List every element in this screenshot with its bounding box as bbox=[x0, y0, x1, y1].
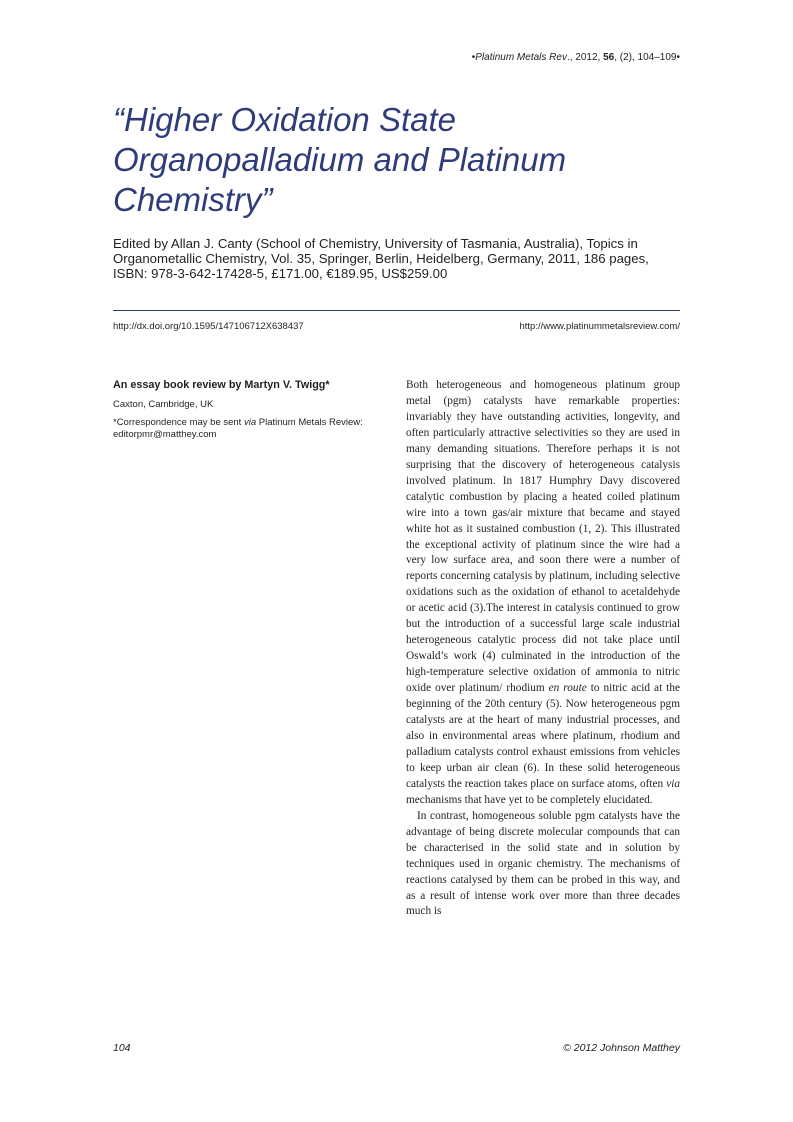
citation-volume: 56 bbox=[603, 52, 615, 63]
journal-citation bbox=[472, 52, 680, 63]
header-divider bbox=[113, 310, 680, 311]
book-details: Edited by Allan J. Canty (School of Chemistry, University of Tasmania, Australia), Topics in Organometallic Chemistry, Vol. 35, Springer, Berlin, Heidelberg, Germany, 2011, 186 pages, ISBN: 978-3-642-17428-5, £171.00, €189.95, US$259.00 bbox=[113, 236, 649, 281]
italic-term: en route bbox=[548, 682, 587, 695]
article-body bbox=[406, 378, 680, 920]
review-author-label: An essay book review by Martyn V. Twigg* bbox=[113, 379, 330, 391]
page-number: 104 bbox=[113, 1042, 131, 1054]
correspondence-note bbox=[113, 417, 373, 441]
italic-term: via bbox=[666, 777, 680, 790]
correspondence-prefix: *Correspondence may be sent bbox=[113, 417, 244, 428]
paragraph-text: to nitric acid at the beginning of the 20th century (5). Now heterogeneous pgm catalysts are at the heart of many industrial processes, and also in environmental areas where platinum, rhodium and palladium catalysts control exhaust emissions from vehicles to keep urban air clean (6). In these solid heterogeneous catalysts the reaction takes place on surface atoms, often bbox=[406, 682, 680, 790]
citation-year: ., 2012, bbox=[566, 52, 604, 63]
copyright-notice: © 2012 Johnson Matthey bbox=[563, 1042, 680, 1054]
title-line: Organopalladium and Platinum bbox=[113, 141, 567, 178]
correspondence-suffix: Platinum Metals Review: editorpmr@matthey.com bbox=[113, 417, 363, 440]
title-line: Chemistry” bbox=[113, 181, 273, 218]
doi-link[interactable]: http://dx.doi.org/10.1595/147106712X638437 bbox=[113, 321, 304, 332]
journal-name: Platinum Metals Rev bbox=[475, 52, 567, 63]
page-title bbox=[113, 100, 673, 220]
correspondence-via: via bbox=[243, 417, 257, 428]
paragraph-text: mechanisms that have yet to be completely elucidated. bbox=[406, 793, 653, 806]
body-paragraph bbox=[406, 378, 680, 809]
website-link[interactable]: http://www.platinummetalsreview.com/ bbox=[519, 321, 680, 332]
body-paragraph: In contrast, homogeneous soluble pgm catalysts have the advantage of being discrete molecular compounds that can be characterised in the solid state and in solution by techniques used in organic chemistry. The mechanisms of reactions catalysed by them can be probed in this way, and as a result of intense work over more than three decades much is bbox=[406, 809, 680, 918]
citation-issue-pages: , (2), 104–109 bbox=[614, 52, 677, 63]
title-line: “Higher Oxidation State bbox=[113, 101, 457, 138]
paragraph-text: Both heterogeneous and homogeneous platinum group metal (pgm) catalysts have remarkable properties: invariably they have outstanding activities, longevity, and often particularly attractive selectivities so they are used in many demanding situations. Therefore perhaps it is not surprising that the discovery of heterogeneous catalysis involved platinum. In 1817 Humphry Davy discovered catalytic combustion by placing a heated coiled platinum wire into a town gas/air mixture that became and stayed white hot as it sustained combustion (1, 2). This illustrated the exceptional activity of platinum since the wire had a very low surface area, and soon there were a number of reports concerning catalysis by platinum, including selective oxidations such as the oxidation of ethanol to acetaldehyde or acetic acid (3).The interest in catalysis continued to grow but the introduction of a successful large scale industrial heterogeneous catalytic process did not take place until Oswald’s work (4) culminated in the introduction of the high-temperature selective oxidation of ammonia to nitric oxide over platinum/ rhodium bbox=[406, 379, 680, 695]
review-info bbox=[113, 378, 373, 441]
citation-bullet-right: • bbox=[676, 52, 680, 63]
citation-bullet-left: • bbox=[471, 52, 476, 63]
author-affiliation: Caxton, Cambridge, UK bbox=[113, 399, 214, 410]
